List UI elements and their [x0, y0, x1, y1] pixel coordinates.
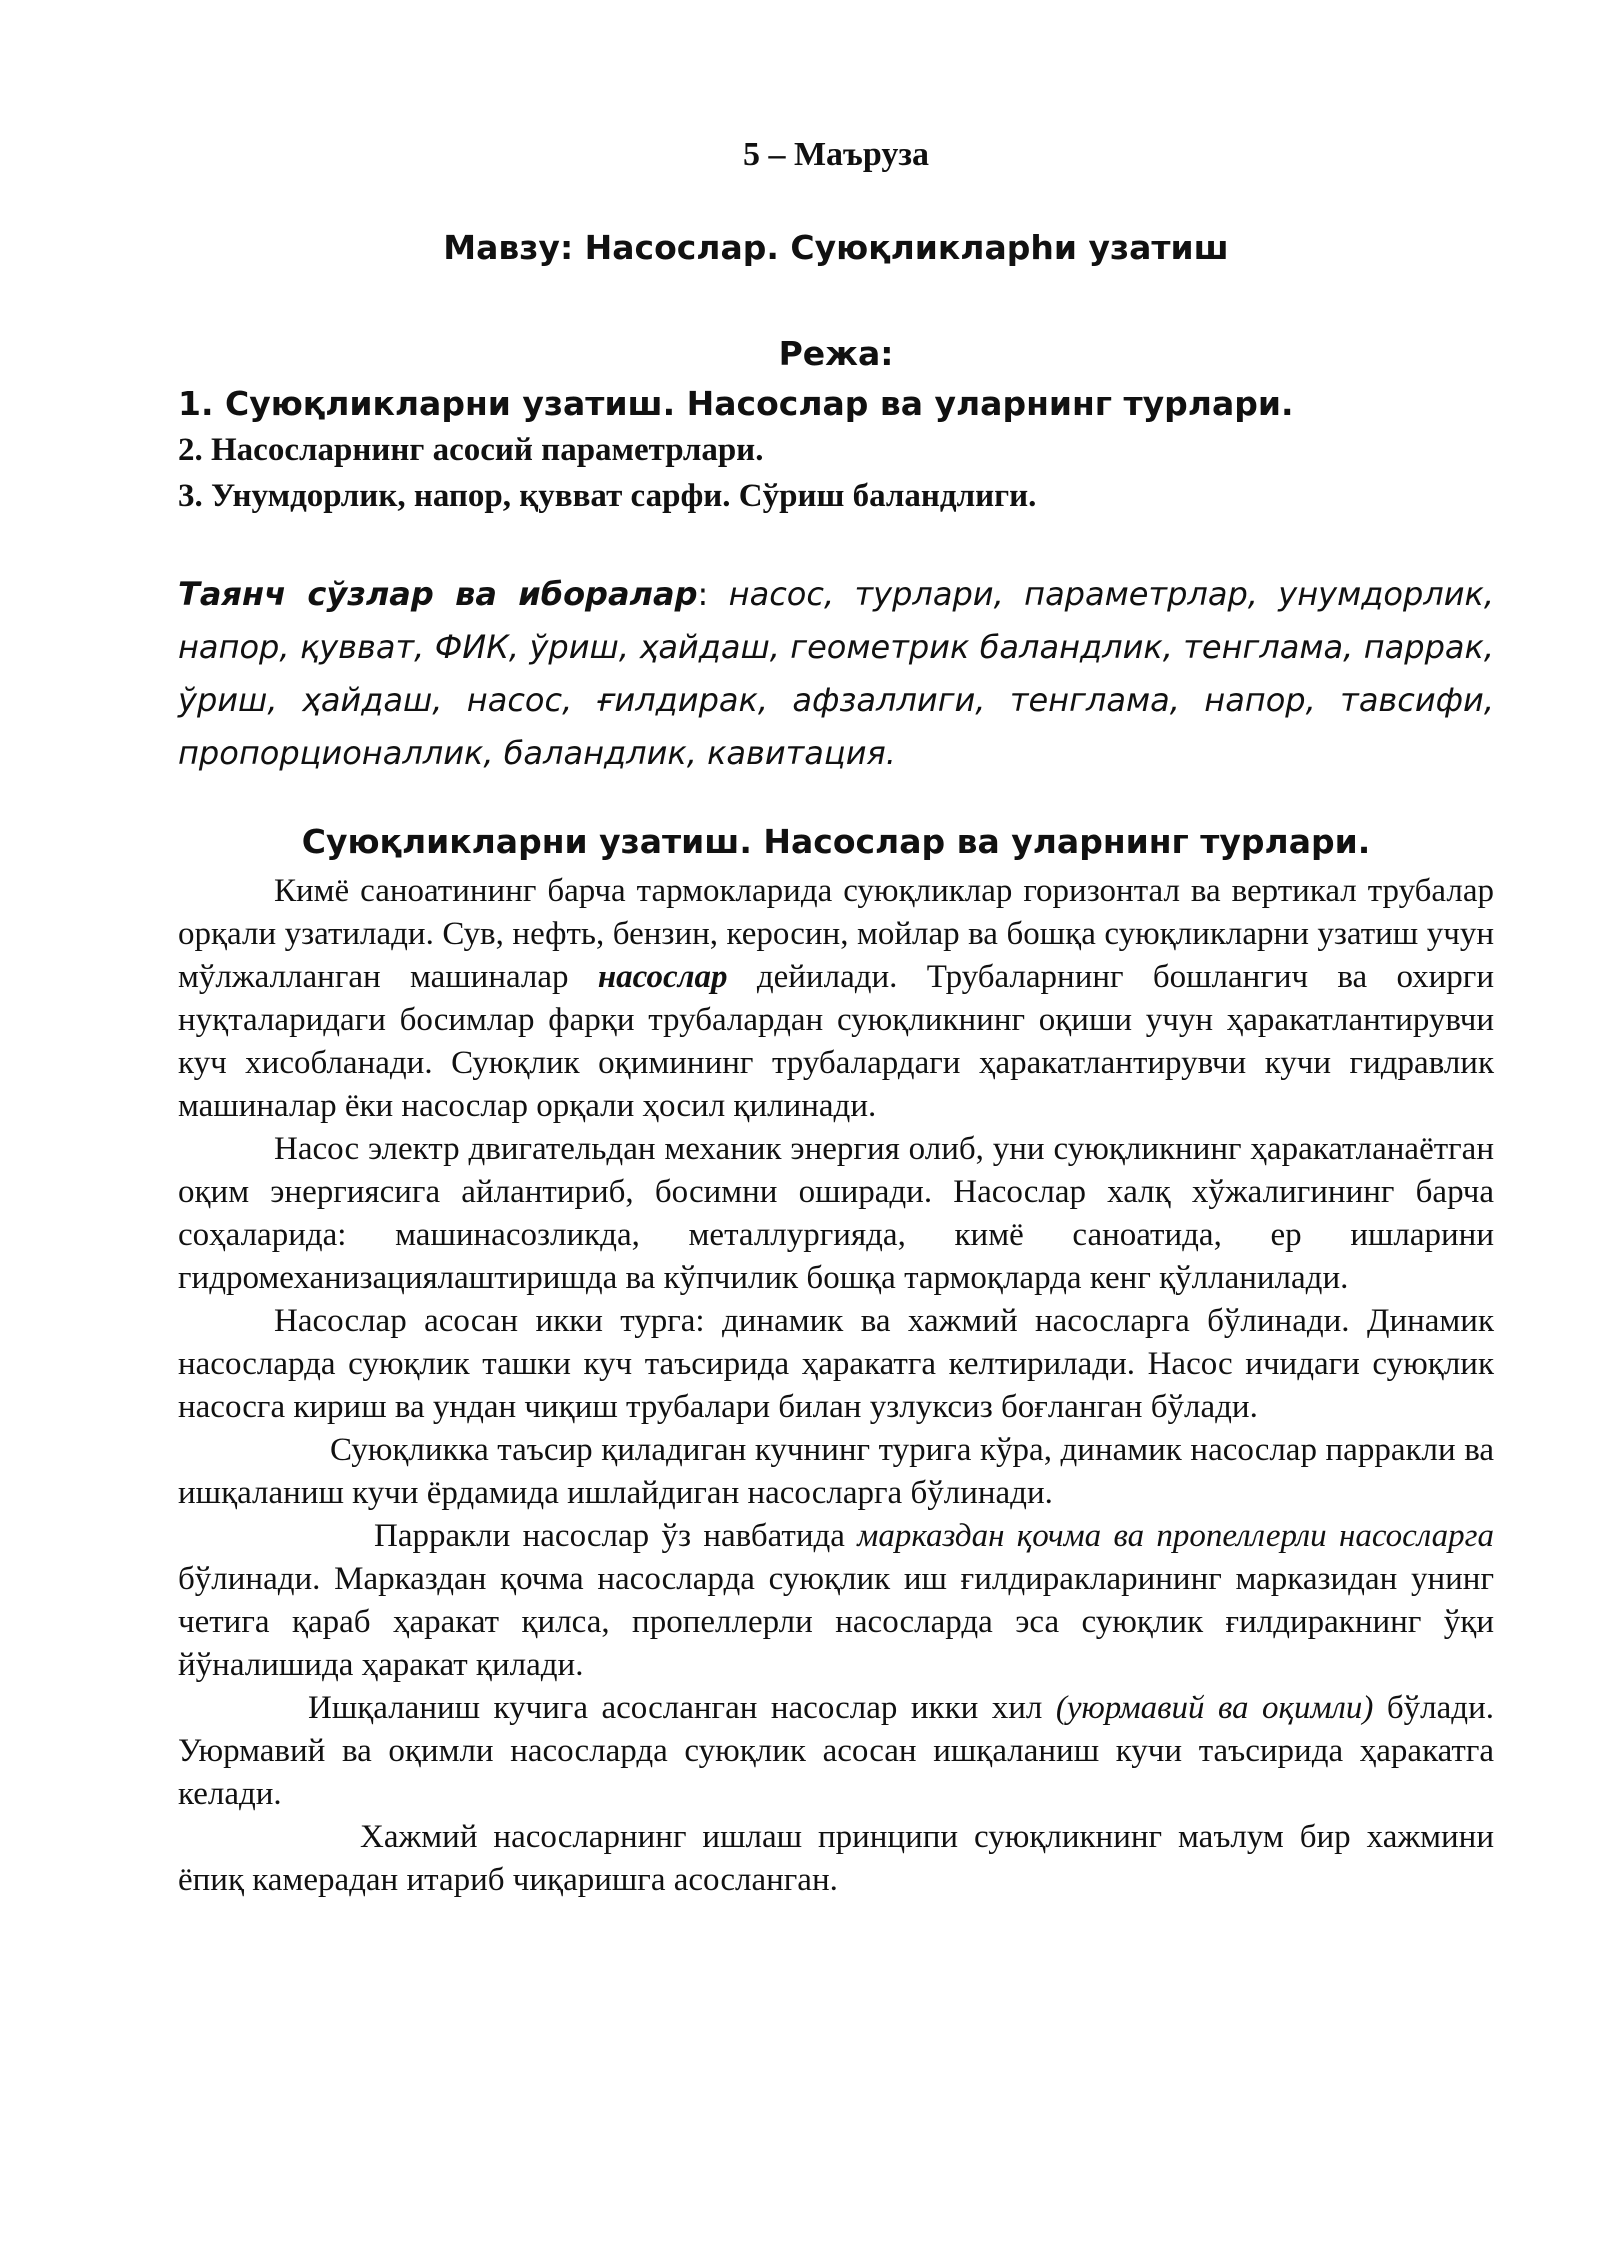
- paragraph-1-text-b: дейилади. Трубаларнинг бошлангич ва охирги нуқталаридаги босимлар фарқи трубалардан суюқликнинг оқиши учун ҳаракатлантирувчи куч хисобланади. Суюқлик оқимининг трубалардаги ҳаракатлантирувчи кучи гидравлик машиналар ёки насослар орқали ҳосил қилинади.: [178, 959, 1495, 1124]
- paragraph-6: [178, 1687, 1494, 1816]
- paragraph-6-text-b: бўлади. Уюрмавий ва оқимли насосларда суюқлик асосан ишқаланиш кучи таъсирида ҳаракатга келади.: [178, 1690, 1495, 1812]
- keywords-label: Таянч сўзлар ва иборалар: [178, 575, 698, 613]
- body-text: [178, 870, 1494, 1902]
- paragraph-7: Хажмий насосларнинг ишлаш принципи суюқликнинг маълум бир хажмини ёпиқ камерадан итариб чиқаришга асосланган.: [178, 1819, 1494, 1898]
- plan-heading: Режа:: [778, 334, 894, 373]
- paragraph-6-italic: (уюрмавий ва оқимли): [1055, 1690, 1374, 1726]
- paragraph-3: Насослар асосан икки турга: динамик ва хажмий насосларга бўлинади. Динамик насосларда суюқлик ташки куч таъсирида ҳаракатга келтирилади. Насос ичидаги суюқлик насосга кириш ва ундан чиқиш трубалари билан узлуксиз боғланган бўлади.: [178, 1303, 1494, 1425]
- paragraph-4: Суюқликка таъсир қиладиган кучнинг турига кўра, динамик насослар парракли ва ишқаланиш кучи ёрдамида ишлайдиган насосларга бўлинади.: [178, 1432, 1494, 1511]
- paragraph-1: [178, 870, 1494, 1128]
- paragraph-2: Насос электр двигательдан механик энергия олиб, уни суюқликнинг ҳаракатланаётган оқим энергиясига айлантириб, босимни оширади. Насослар халқ хўжалигининг барча соҳаларида: машинасозликда, металлургияда, кимё саноатида, ер ишларини гидромеханизациялаштиришда ва кўпчилик бошқа тармоқларда кенг қўлланилади.: [178, 1131, 1494, 1296]
- paragraph-1-emphasis: насослар: [597, 959, 728, 995]
- paragraph-5-italic: марказдан қочма ва пропеллерли насосларга: [857, 1518, 1494, 1554]
- lecture-number: 5 – Маъруза: [742, 136, 930, 173]
- paragraph-5-text-a: Парракли насослар ўз навбатида: [374, 1518, 858, 1554]
- plan-item-2: 2. Насосларнинг асосий параметрлари.: [178, 432, 764, 468]
- lecture-topic: Мавзу: Насослар. Суюқликларhи узатиш: [443, 228, 1229, 267]
- paragraph-6-text-a: Ишқаланиш кучига асосланган насослар икки хил: [308, 1690, 1056, 1726]
- paragraph-5: [178, 1515, 1494, 1687]
- paragraph-1-text-a: Кимё саноатининг барча тармокларида суюқликлар горизонтал ва вертикал трубалар орқали узатилади. Сув, нефть, бензин, керосин, мойлар ва бошқа суюқликларни узатиш учун мўлжалланган машиналар: [178, 873, 1494, 995]
- keywords-separator: :: [697, 575, 729, 613]
- keywords-text: насос, турлари, параметрлар, унумдорлик, напор, қувват, ФИК, ўриш, ҳайдаш, геометрик баландлик, тенглама, паррак, ўриш, ҳайдаш, насос, ғилдирак, афзаллиги, тенглама, напор, тавсифи, пропорционаллик, баландлик, кавитация.: [178, 575, 1495, 772]
- paragraph-5-text-b: бўлинади. Марказдан қочма насосларда суюқлик иш ғилдиракларининг марказидан унинг четига қараб ҳаракат қилса, пропеллерли насосларда эса суюқлик ғилдиракнинг ўқи йўналишида ҳаракат қилади.: [178, 1561, 1494, 1683]
- plan-item-1: 1. Суюқликларни узатиш. Насослар ва уларнинг турлари.: [178, 384, 1294, 423]
- keywords-block: [178, 568, 1494, 780]
- section-heading: Суюқликларни узатиш. Насослар ва уларнинг турлари.: [301, 822, 1371, 861]
- plan-item-3: 3. Унумдорлик, напор, қувват сарфи. Сўриш баландлиги.: [178, 478, 1037, 514]
